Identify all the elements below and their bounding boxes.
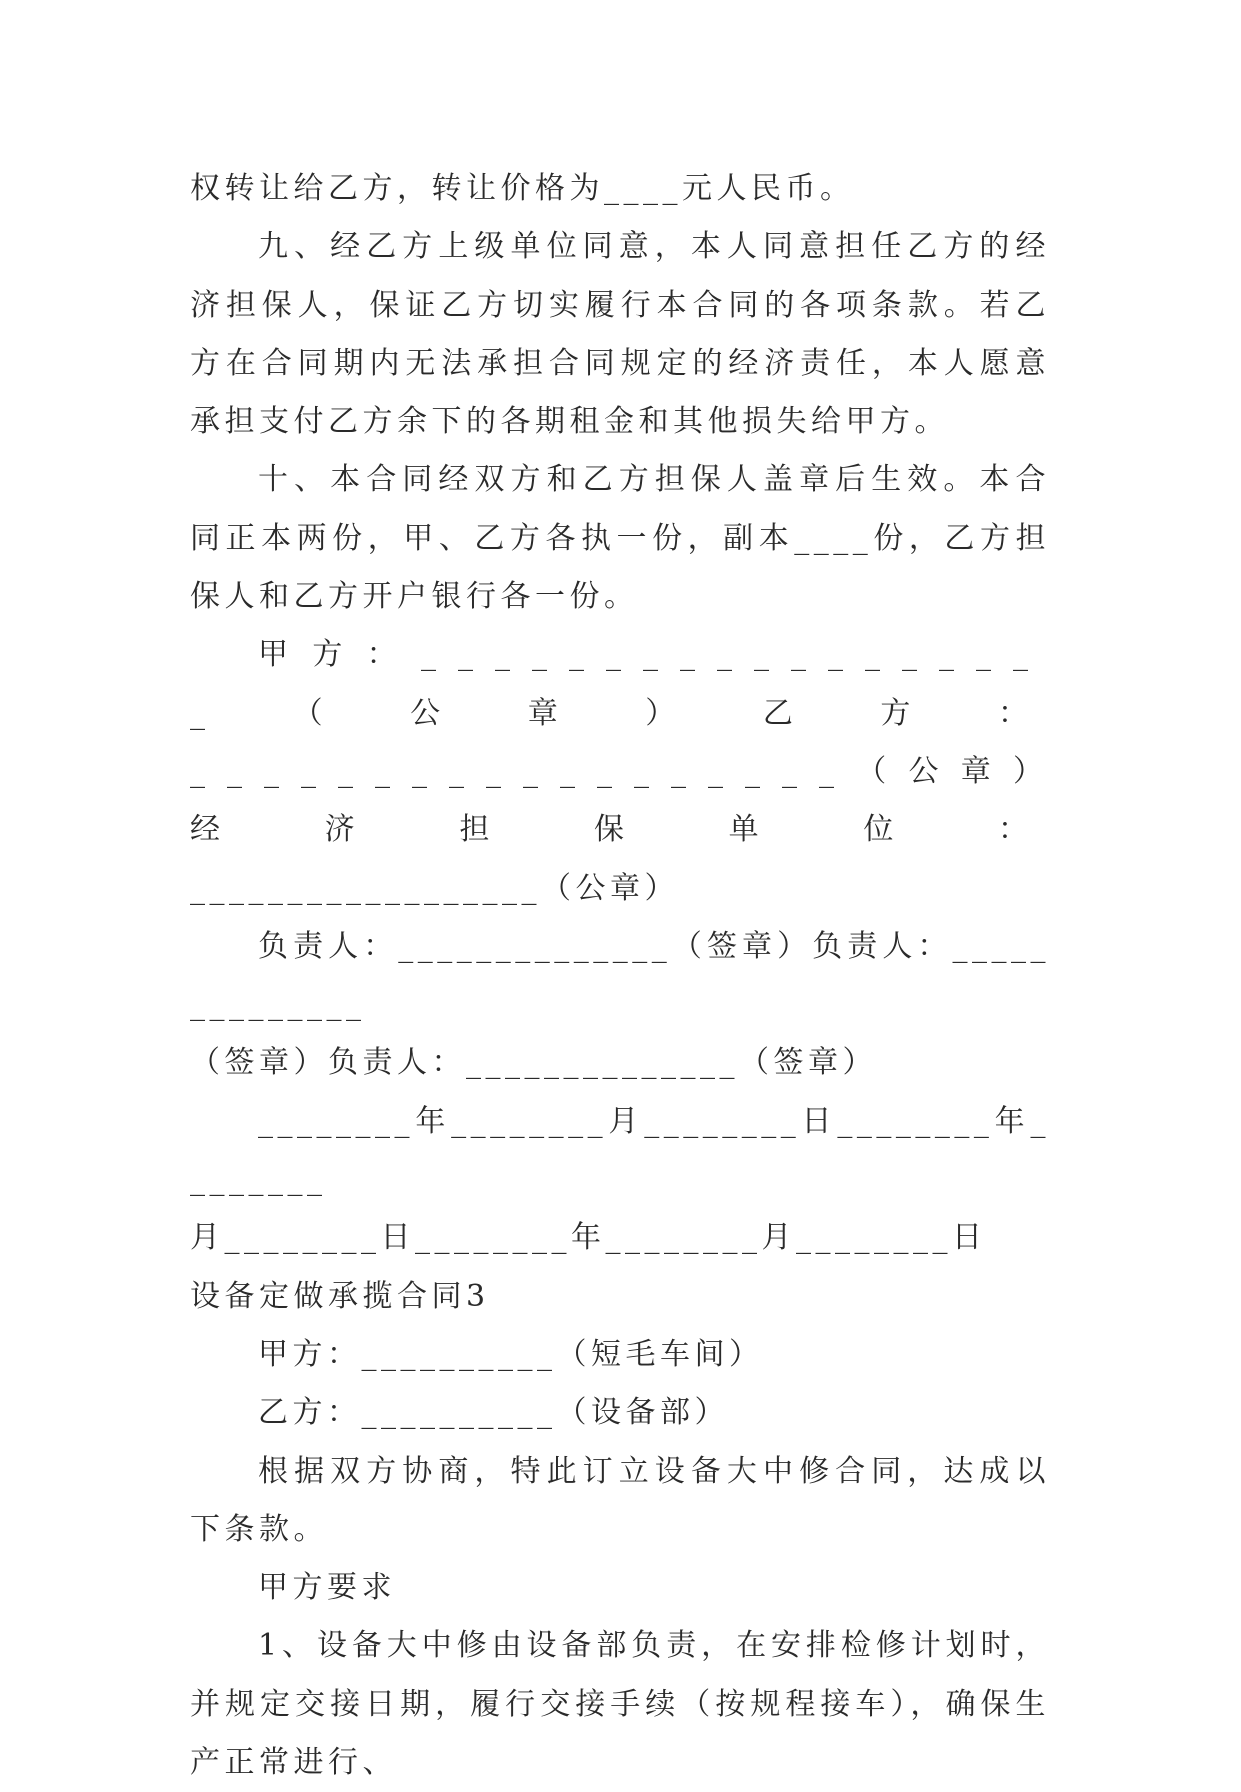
section-heading: 甲方要求 — [258, 1570, 396, 1606]
date-line-1: ________年________月________日________年________ — [190, 1103, 1050, 1198]
party-b-line: 乙方：__________（设备部） — [258, 1395, 729, 1431]
seal-line-3: __________________（公章） — [190, 870, 679, 906]
paragraph-transfer-price: 权转让给乙方，转让价格为____元人民币。 — [190, 171, 855, 206]
sign-line-1: 负责人：______________（签章）负责人：______________ — [190, 928, 1050, 1023]
party-a-line: 甲方：__________（短毛车间） — [258, 1336, 764, 1372]
paragraph-clause-10: 十、本合同经双方和乙方担保人盖章后生效。本合同正本两份，甲、乙方各执一份，副本____份，乙方担保人和乙方开户银行各一份。 — [190, 462, 1050, 615]
seal-line-2: __________________（公章）经济担保单位： — [190, 753, 1050, 848]
sign-line-2: （签章）负责人：______________（签章） — [190, 1045, 877, 1081]
paragraph-intro: 根据双方协商，特此订立设备大中修合同，达成以下条款。 — [190, 1453, 1050, 1547]
seal-line-1: 甲方：__________________（公章）乙方： — [190, 637, 1050, 731]
paragraph-item-1: 1、设备大中修由设备部负责，在安排检修计划时，并规定交接日期，履行交接手续（按规程接车），确保生产正常进行、 — [190, 1628, 1050, 1781]
contract-title: 设备定做承揽合同3 — [190, 1278, 490, 1314]
document-body — [190, 160, 1050, 1792]
date-line-2: 月________日________年________月________日 — [190, 1220, 987, 1256]
paragraph-clause-9: 九、经乙方上级单位同意，本人同意担任乙方的经济担保人，保证乙方切实履行本合同的各项条款。若乙方在合同期内无法承担合同规定的经济责任，本人愿意承担支付乙方余下的各期租金和其他损失给甲方。 — [190, 229, 1050, 440]
